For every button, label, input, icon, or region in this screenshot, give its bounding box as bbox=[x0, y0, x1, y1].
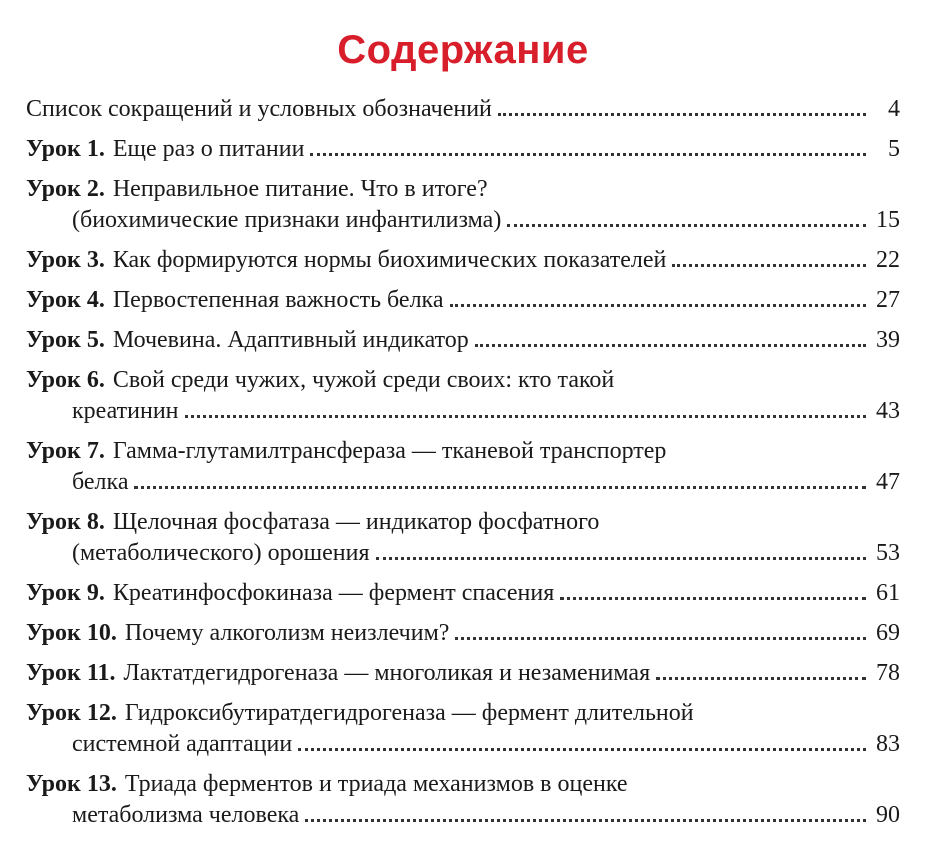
toc-line-continuation bbox=[26, 467, 900, 498]
dot-leader bbox=[656, 677, 866, 680]
toc-entry[interactable] bbox=[26, 436, 900, 498]
lesson-number: Урок 7. bbox=[26, 438, 105, 464]
lesson-number: Урок 12. bbox=[26, 700, 117, 726]
entry-title: Лактатдегидрогеназа — многоликая и незаменимая bbox=[123, 660, 651, 686]
entry-title: Список сокращений и условных обозначений bbox=[26, 96, 492, 122]
toc-line bbox=[26, 436, 900, 467]
entry-title-cont: (биохимические признаки инфантилизма) bbox=[72, 207, 502, 233]
toc-line-continuation bbox=[26, 396, 900, 427]
page-number: 69 bbox=[876, 620, 900, 646]
lesson-number: Урок 10. bbox=[26, 620, 117, 646]
toc-line bbox=[26, 134, 900, 165]
toc-list bbox=[26, 94, 900, 831]
entry-title-cont: белка bbox=[72, 469, 129, 495]
lesson-number: Урок 3. bbox=[26, 247, 105, 273]
lesson-number: Урок 11. bbox=[26, 660, 116, 686]
toc-line bbox=[26, 174, 900, 205]
entry-title-cont: креатинин bbox=[72, 398, 179, 424]
toc-entry[interactable] bbox=[26, 285, 900, 316]
page-number: 78 bbox=[876, 660, 900, 686]
page-number: 47 bbox=[876, 469, 900, 495]
lesson-number: Урок 1. bbox=[26, 136, 105, 162]
page-number: 53 bbox=[876, 540, 900, 566]
page-number: 22 bbox=[876, 247, 900, 273]
lesson-number: Урок 6. bbox=[26, 367, 105, 393]
toc-entry[interactable] bbox=[26, 174, 900, 236]
entry-title: Креатинфосфокиназа — фермент спасения bbox=[112, 580, 555, 606]
dot-leader bbox=[507, 224, 866, 227]
toc-line bbox=[26, 245, 900, 276]
page-number: 43 bbox=[876, 398, 900, 424]
dot-leader bbox=[185, 415, 867, 418]
lesson-number: Урок 13. bbox=[26, 771, 117, 797]
toc-line bbox=[26, 698, 900, 729]
toc-line-continuation bbox=[26, 538, 900, 569]
dot-leader bbox=[298, 748, 866, 751]
toc-entry[interactable] bbox=[26, 658, 900, 689]
toc-line bbox=[26, 658, 900, 689]
page-number: 27 bbox=[876, 287, 900, 313]
toc-entry[interactable] bbox=[26, 578, 900, 609]
toc-line bbox=[26, 94, 900, 125]
dot-leader bbox=[560, 597, 866, 600]
toc-line bbox=[26, 365, 900, 396]
page-number: 61 bbox=[876, 580, 900, 606]
dot-leader bbox=[134, 486, 866, 489]
entry-title: Неправильное питание. Что в итоге? bbox=[112, 176, 488, 202]
toc-entry[interactable] bbox=[26, 698, 900, 760]
entry-title-cont: системной адаптации bbox=[72, 731, 293, 757]
entry-title: Щелочная фосфатаза — индикатор фосфатного bbox=[112, 509, 600, 535]
dot-leader bbox=[475, 344, 866, 347]
dot-leader bbox=[498, 113, 866, 116]
dot-leader bbox=[305, 819, 866, 822]
dot-leader bbox=[455, 637, 866, 640]
entry-title: Гамма-глутамилтрансфераза — тканевой транспортер bbox=[112, 438, 667, 464]
dot-leader bbox=[672, 264, 866, 267]
lesson-number: Урок 9. bbox=[26, 580, 105, 606]
toc-line bbox=[26, 769, 900, 800]
toc-entry[interactable] bbox=[26, 325, 900, 356]
page-number: 83 bbox=[876, 731, 900, 757]
page-number: 4 bbox=[888, 96, 900, 122]
page-number: 5 bbox=[888, 136, 900, 162]
toc-line bbox=[26, 578, 900, 609]
toc-entry[interactable] bbox=[26, 365, 900, 427]
toc-entry[interactable] bbox=[26, 245, 900, 276]
toc-line-continuation bbox=[26, 205, 900, 236]
lesson-number: Урок 8. bbox=[26, 509, 105, 535]
dot-leader bbox=[450, 304, 867, 307]
toc-entry[interactable] bbox=[26, 94, 900, 125]
entry-title: Триада ферментов и триада механизмов в оценке bbox=[124, 771, 628, 797]
page-number: 39 bbox=[876, 327, 900, 353]
entry-title: Мочевина. Адаптивный индикатор bbox=[112, 327, 469, 353]
entry-title-cont: метаболизма человека bbox=[72, 802, 300, 828]
entry-title: Как формируются нормы биохимических показателей bbox=[112, 247, 667, 273]
entry-title: Почему алкоголизм неизлечим? bbox=[124, 620, 450, 646]
entry-title: Гидроксибутиратдегидрогеназа — фермент длительной bbox=[124, 700, 694, 726]
toc-line bbox=[26, 325, 900, 356]
lesson-number: Урок 5. bbox=[26, 327, 105, 353]
entry-title: Свой среди чужих, чужой среди своих: кто такой bbox=[112, 367, 615, 393]
toc-entry[interactable] bbox=[26, 134, 900, 165]
toc-line bbox=[26, 618, 900, 649]
toc-entry[interactable] bbox=[26, 618, 900, 649]
entry-title: Первостепенная важность белка bbox=[112, 287, 444, 313]
dot-leader bbox=[310, 153, 866, 156]
toc-line bbox=[26, 285, 900, 316]
toc-line-continuation bbox=[26, 800, 900, 831]
page-number: 90 bbox=[876, 802, 900, 828]
lesson-number: Урок 2. bbox=[26, 176, 105, 202]
page-number: 15 bbox=[876, 207, 900, 233]
toc-line bbox=[26, 507, 900, 538]
toc-entry[interactable] bbox=[26, 507, 900, 569]
toc-line-continuation bbox=[26, 729, 900, 760]
lesson-number: Урок 4. bbox=[26, 287, 105, 313]
dot-leader bbox=[376, 557, 867, 560]
page-title: Содержание bbox=[337, 28, 589, 72]
entry-title-cont: (метаболического) орошения bbox=[72, 540, 370, 566]
toc-entry[interactable] bbox=[26, 769, 900, 831]
entry-title: Еще раз о питании bbox=[112, 136, 305, 162]
